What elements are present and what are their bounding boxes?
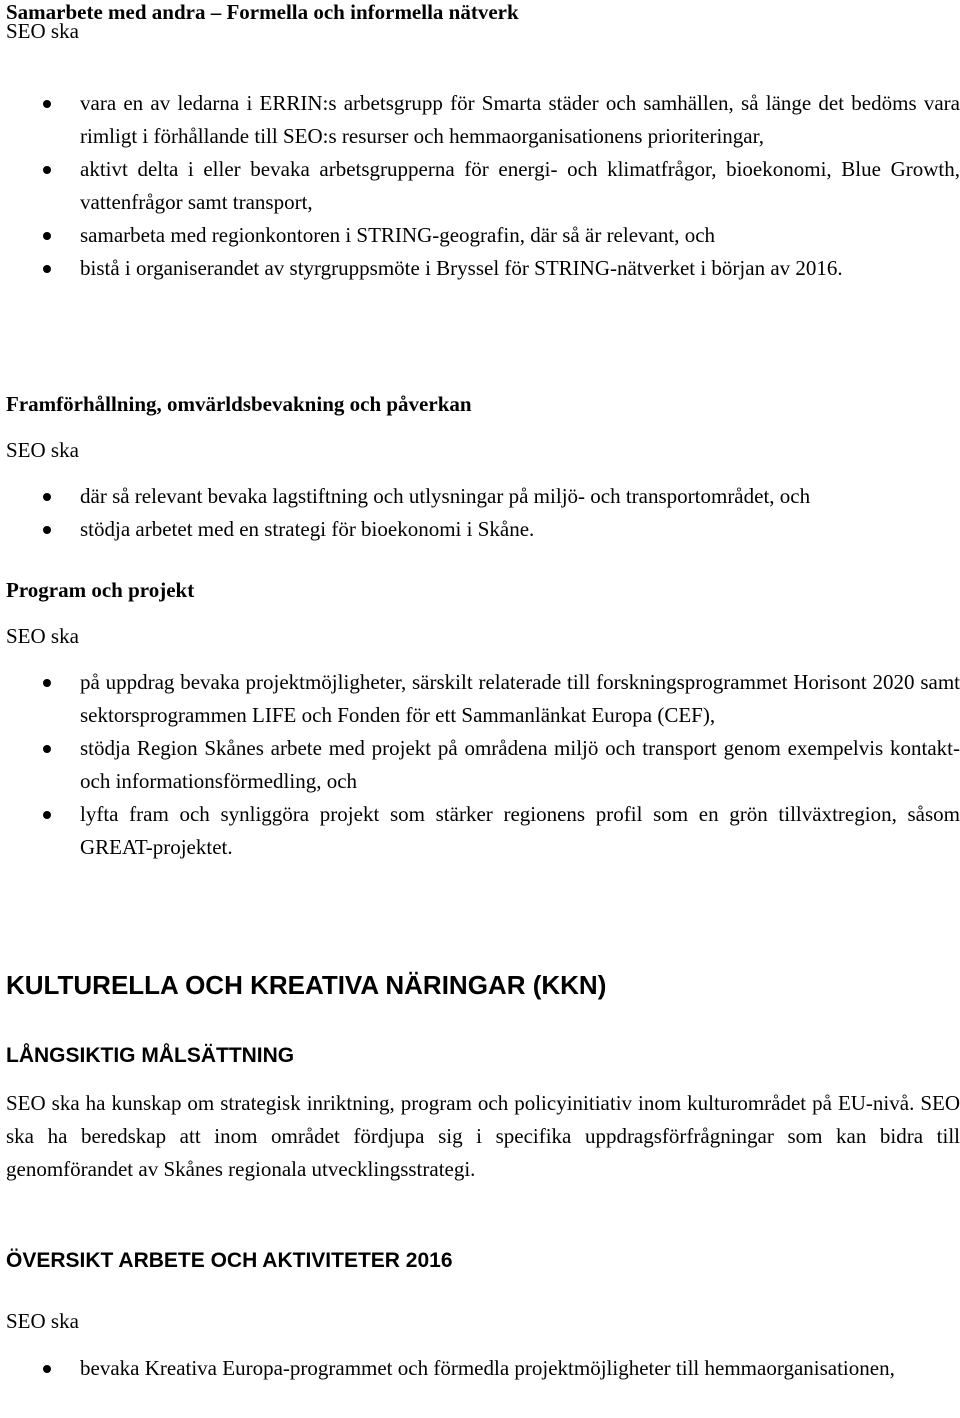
- seo-ska-label: SEO ska: [6, 1309, 79, 1333]
- programs-list: [6, 666, 960, 864]
- seo-ska-label: SEO ska: [6, 438, 79, 462]
- bullet-icon: [43, 166, 51, 174]
- list-item: bevaka Kreativa Europa-programmet och förmedla projektmöjligheter till hemmaorganisationen,: [6, 1352, 960, 1385]
- bullet-icon: [43, 526, 51, 534]
- list-item: stödja Region Skånes arbete med projekt på områdena miljö och transport genom exempelvis kontakt- och informationsförmedling, och: [6, 732, 960, 798]
- bullet-icon: [43, 265, 51, 273]
- kkn-paragraph: SEO ska ha kunskap om strategisk inriktning, program och policyinitiativ inom kulturområdet på EU-nivå. SEO ska ha beredskap att inom området fördjupa sig i specifika uppdragsförfrågningar som kan bidra till genomförandet av Skånes regionala utvecklingsstrategi.: [6, 1091, 960, 1181]
- list-item: lyfta fram och synliggöra projekt som stärker regionens profil som en grön tillväxtregion, såsom GREAT-projektet.: [6, 798, 960, 864]
- list-item: stödja arbetet med en strategi för bioekonomi i Skåne.: [6, 513, 960, 546]
- bullet-icon: [43, 100, 51, 108]
- foresight-list: [6, 480, 960, 546]
- kkn-title: KULTURELLA OCH KREATIVA NÄRINGAR (KKN): [6, 970, 607, 1000]
- section-heading-programs: Program och projekt: [6, 578, 195, 602]
- bullet-icon: [43, 811, 51, 819]
- bullet-icon: [43, 745, 51, 753]
- seo-ska-label: SEO ska: [6, 19, 79, 43]
- bullet-icon: [43, 493, 51, 501]
- list-item: samarbeta med regionkontoren i STRING-geografin, där så är relevant, och: [6, 219, 960, 252]
- list-item: vara en av ledarna i ERRIN:s arbetsgrupp för Smarta städer och samhällen, så länge det bedöms vara rimligt i förhållande till SEO:s resurser och hemmaorganisationens prioriteringar,: [6, 87, 960, 153]
- list-item: aktivt delta i eller bevaka arbetsgrupperna för energi- och klimatfrågor, bioekonomi, Blue Growth, vattenfrågor samt transport,: [6, 153, 960, 219]
- cooperation-list: [6, 87, 960, 285]
- section-heading-foresight: Framförhållning, omvärldsbevakning och påverkan: [6, 392, 472, 416]
- section-heading-cooperation: Samarbete med andra – Formella och informella nätverk: [6, 0, 519, 24]
- bullet-icon: [43, 232, 51, 240]
- list-item: bistå i organiserandet av styrgruppsmöte i Bryssel för STRING-nätverket i början av 2016.: [6, 252, 960, 285]
- list-item: där så relevant bevaka lagstiftning och utlysningar på miljö- och transportområdet, och: [6, 480, 960, 513]
- overview-list: [6, 1352, 960, 1385]
- bullet-icon: [43, 1365, 51, 1373]
- overview-title: ÖVERSIKT ARBETE OCH AKTIVITETER 2016: [6, 1249, 453, 1272]
- bullet-icon: [43, 679, 51, 687]
- kkn-subtitle: LÅNGSIKTIG MÅLSÄTTNING: [6, 1044, 295, 1067]
- list-item: på uppdrag bevaka projektmöjligheter, särskilt relaterade till forskningsprogrammet Horisont 2020 samt sektorsprogrammen LIFE och Fonden för ett Sammanlänkat Europa (CEF),: [6, 666, 960, 732]
- seo-ska-label: SEO ska: [6, 624, 79, 648]
